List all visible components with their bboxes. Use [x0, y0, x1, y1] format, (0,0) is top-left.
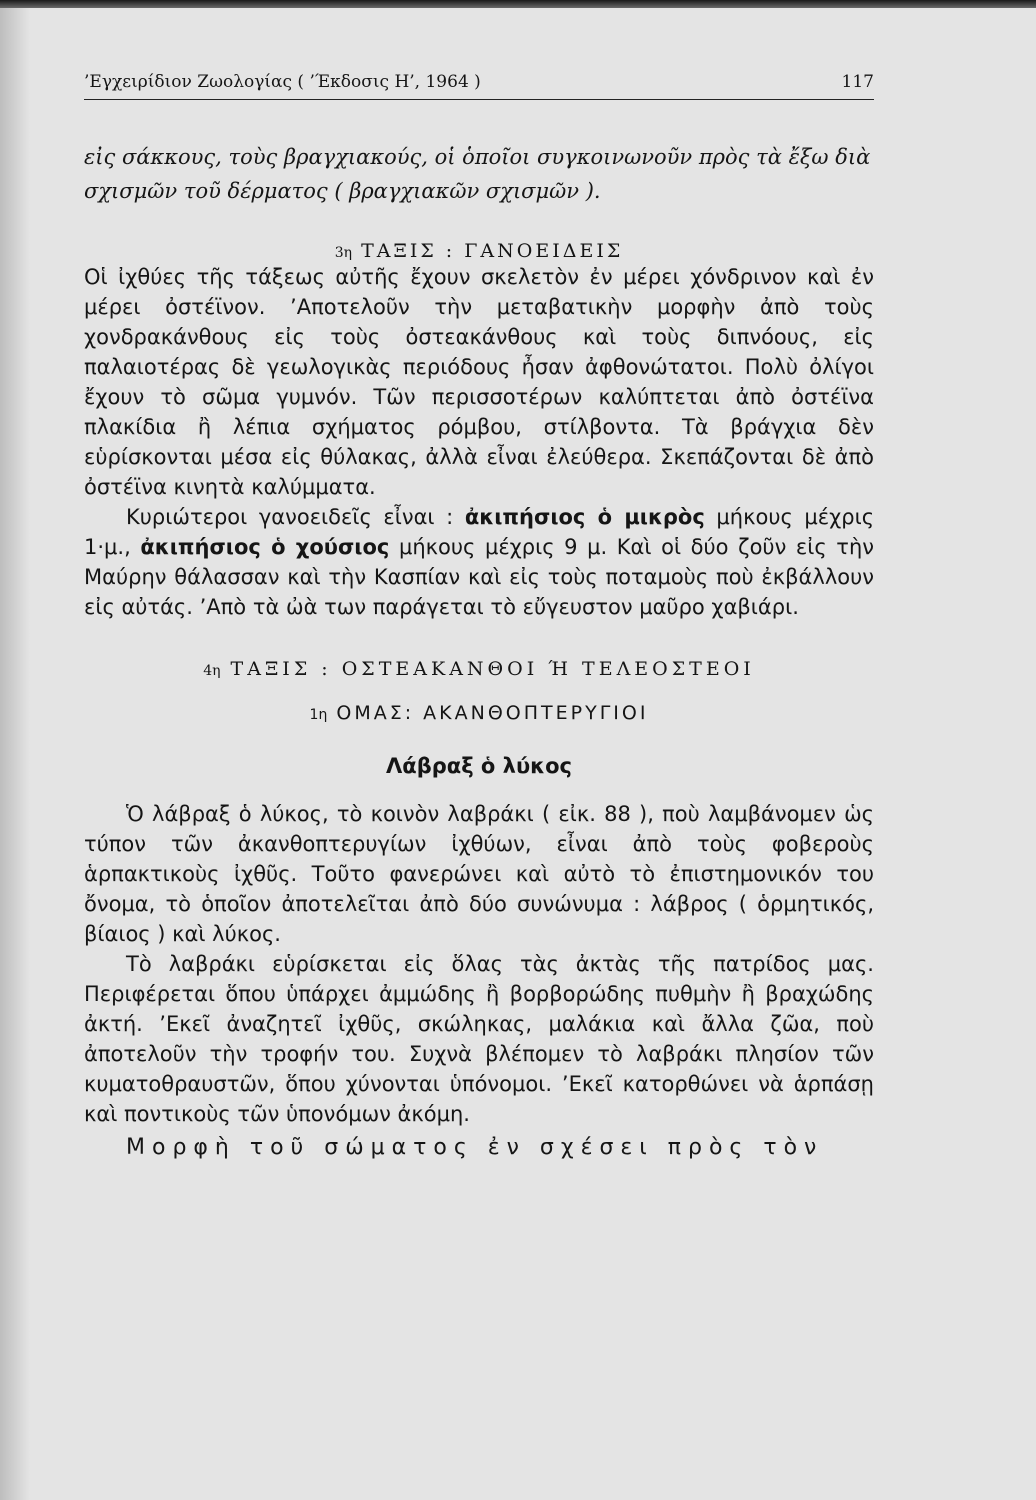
group1-ordinal: 1η	[309, 707, 328, 723]
species-paragraph-1: Ὁ λάβραξ ὁ λύκος, τὸ κοινὸν λαβράκι ( εἰκ. 88 ), ποὺ λαμβάνομεν ὡς τύπον τῶν ἀκανθοπτερυγίων ἰχθύων, εἶναι ἀπὸ τοὺς φοβεροὺς ἁρπακτικοὺς ἰχθῦς. Τοῦτο φανερώνει καὶ αὐτὸ τὸ ἐπιστημονικόν του ὄνομα, τὸ ὁποῖον ἀποτελεῖται ἀπὸ δύο συνώνυμα : λάβρος ( ὁρμητικός, βίαιος ) καὶ λύκος.	[84, 802, 874, 946]
class4-heading	[84, 658, 874, 680]
running-title: ’Εγχειρίδιον Ζωολογίας ( ’Έκδοσις Η’, 1964 )	[84, 72, 481, 92]
continuation-text: εἰς σάκκους, τοὺς βραγχιακούς, οἱ ὁποῖοι συγκοινωνοῦν πρὸς τὰ ἔξω διὰ σχισμῶν τοῦ δέρματος ( βραγχιακῶν σχισμῶν ).	[84, 145, 871, 203]
class3-p2-text-c: μήκους μέχρις 1·μ.,	[84, 505, 875, 559]
scan-shadow-left	[0, 0, 30, 1500]
class3-paragraph-2	[84, 502, 874, 622]
group1-title: ΟΜΑΣ: ΑΚΑΝΘΟΠΤΕΡΥΓΙΟΙ	[336, 702, 649, 724]
class3-title: ΤΑΞΙΣ : ΓΑΝΟΕΙΔΕΙΣ	[361, 240, 624, 262]
group1-heading	[84, 702, 874, 724]
species-paragraph-2: Τὸ λαβράκι εὑρίσκεται εἰς ὅλας τὰς ἀκτὰς τῆς πατρίδος μας. Περιφέρεται ὅπου ὑπάρχει ἀμμώδης ἢ βορβορώδης πυθμὴν ἢ βραχώδης ἀκτή. ’Εκεῖ ἀναζητεῖ ἰχθῦς, σκώληκας, μαλάκια καὶ ἄλλα ζῶα, ποὺ ἀποτελοῦν τὴν τροφήν του. Συχνὰ βλέπομεν τὸ λαβράκι πλησίον τῶν κυματοθραυστῶν, ὅπου χύνονται ὑπόνομοι. ’Εκεῖ κατορθώνει νὰ ἁρπάσῃ καὶ ποντικοὺς τῶν ὑπονόμων ἀκόμη.	[84, 952, 874, 1126]
class3-heading	[84, 240, 874, 262]
class3-ordinal: 3η	[334, 245, 353, 261]
species-name-1: ἀκιπήσιος ὁ μικρὸς	[464, 505, 705, 529]
species-name-2: ἀκιπήσιος ὁ χούσιος	[140, 535, 390, 559]
class4-ordinal: 4η	[203, 663, 221, 679]
class4-title: ΤΑΞΙΣ : ΟΣΤΕΑΚΑΝΘΟΙ Ή ΤΕΛΕΟΣΤΕΟΙ	[230, 658, 755, 680]
species-heading: Λάβραξ ὁ λύκος	[386, 754, 572, 778]
book-page	[84, 60, 874, 1160]
page-number: 117	[841, 72, 874, 92]
class3-p2-text-a: Κυριώτεροι γανοειδεῖς εἶναι :	[126, 505, 465, 529]
species-paragraph-3: Μορφὴ τοῦ σώματος ἐν σχέσει πρὸς τὸν	[126, 1135, 824, 1160]
class3-paragraph-1: Οἱ ἰχθύες τῆς τάξεως αὐτῆς ἔχουν σκελετὸν ἐν μέρει χόνδρινον καὶ ἐν μέρει ὀστέϊνον. ’Αποτελοῦν τὴν μεταβατικὴν μορφὴν ἀπὸ τοὺς χονδρακάνθους εἰς τοὺς ὀστεακάνθους καὶ τοὺς διπνόους, εἰς παλαιοτέρας δὲ γεωλογικὰς περιόδους ἦσαν ἀφθονώτατοι. Πολὺ ὀλίγοι ἔχουν τὸ σῶμα γυμνόν. Τῶν περισσοτέρων καλύπτεται ἀπὸ ὀστέϊνα πλακίδια ἢ λέπια σχήματος ρόμβου, στίλβοντα. Τὰ βράγχια δὲν εὑρίσκονται μέσα εἰς θύλακας, ἀλλὰ εἶναι ἐλεύθερα. Σκεπάζονται δὲ ἀπὸ ὀστέϊνα κινητὰ καλύμματα.	[84, 265, 874, 499]
running-header	[84, 72, 874, 100]
class3-p2-text-e: μήκους μέχρις 9 μ. Καὶ οἱ δύο ζοῦν εἰς τὴν Μαύρην θάλασσαν καὶ τὴν Κασπίαν καὶ εἰς τοὺς ποταμοὺς ποὺ ἐκβάλλουν εἰς αὐτάς. ’Απὸ τὰ ὠὰ των παράγεται τὸ εὔγευστον μαῦρο χαβιάρι.	[84, 535, 874, 619]
scan-edge-top	[0, 0, 1036, 8]
